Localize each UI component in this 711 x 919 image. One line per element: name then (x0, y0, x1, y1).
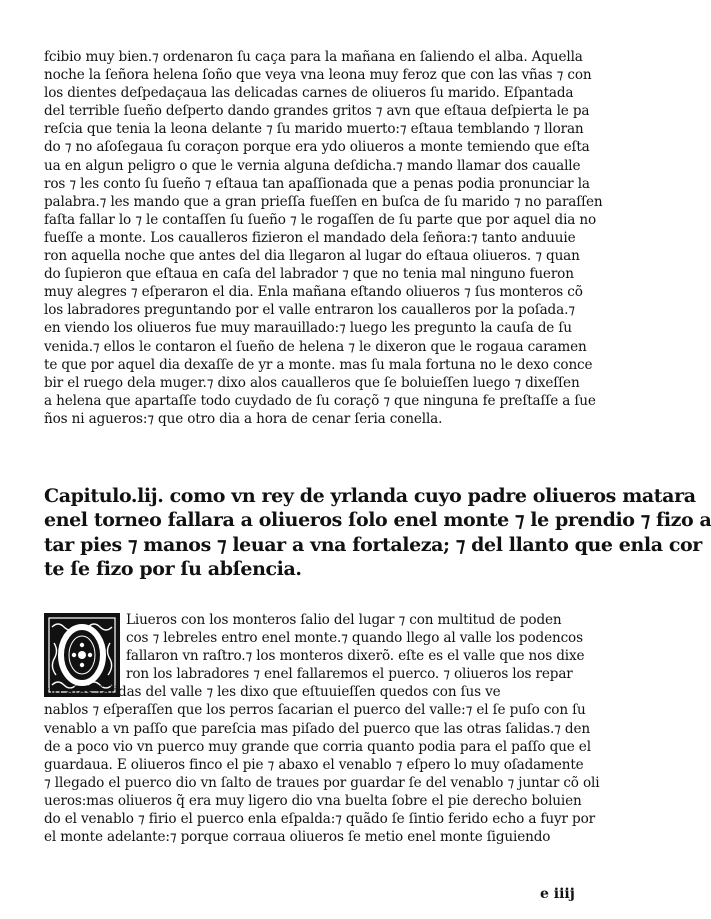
signature-mark: e iiij (540, 886, 575, 902)
text-line: reſcia que tenia la leona delante ⁊ ſu marido muerto:⁊ eſtaua temblando ⁊ lloran (44, 121, 584, 138)
text-line: faſta fallar lo ⁊ le contaſſen ſu ſueño ⁊ le rogaſſen de ſu parte que por aquel dia no (44, 211, 597, 228)
text-line: venablo a vn paſſo que pareſcia mas piſado del puerco que las otras ſalidas.⁊ den (44, 720, 590, 737)
text-line: tio alas ſalidas del valle ⁊ les dixo que eſtuuieſſen quedos con ſus ve (44, 684, 501, 701)
text-line: fcibio muy bien.⁊ ordenaron ſu caça para la mañana en ſaliendo el alba. Aquella (44, 49, 583, 65)
text-line: venida.⁊ ellos le contaron el ſueño de helena ⁊ le dixeron que le rogaua caramen (44, 338, 587, 355)
text-line: nablos ⁊ eſperaſſen que los perros ſacarian el puerco del valle:⁊ el ſe puſo con ſu (44, 702, 586, 719)
text-line: en viendo los oliueros fue muy marauillado:⁊ luego les pregunto la cauſa de ſu (44, 320, 572, 337)
text-line: a helena que apartaſſe todo cuydado de ſu coraçõ ⁊ que ninguna fe preſtaſſe a ſue (44, 392, 596, 409)
text-line: ⁊ llegado el puerco dio vn ſalto de traues por guardar ſe del venablo ⁊ juntar cõ oli (44, 774, 600, 791)
text-line: los labradores preguntando por el valle entraron los caualleros por la poſada.⁊ (44, 302, 575, 319)
text-line: del terrible ſueño deſperto dando grandes gritos ⁊ avn que eſtaua deſpierta le pa (44, 103, 590, 120)
text-line: fallaron vn raſtro.⁊ los monteros dixerõ. eſte es el valle que nos dixe (126, 648, 585, 665)
text-line: palabra.⁊ les mando que a gran prieſſa fueſſen en buſca de ſu marido ⁊ no paraſſen (44, 193, 603, 210)
paragraph-2 (44, 611, 634, 846)
text-line: de a poco vio vn puerco muy grande que corria quanto podia para el paſſo que el (44, 738, 591, 755)
text-line: muy alegres ⁊ eſperaron el dia. Enla mañana eſtando oliueros ⁊ ſus monteros cõ (44, 284, 583, 301)
text-line: el monte adelante:⁊ porque corraua oliueros ſe metio enel monte ſiguiendo (44, 829, 551, 846)
text-line: noche la ſeñora helena ſoño que veya vna leona muy feroz que con las vñas ⁊ con (44, 67, 592, 84)
text-line: ron aquella noche que antes del dia llegaron al lugar do eſtaua oliueros. ⁊ quan (44, 248, 580, 265)
text-line: ños ni agueros:⁊ que otro dia a hora de cenar ſeria conella. (44, 410, 443, 427)
heading-line: Capitulo.lij. como vn rey de yrlanda cuyo padre oliueros matara (44, 485, 696, 507)
text-line: ueros:mas oliueros q̃ era muy ligero dio vna buelta ſobre el pie derecho boluien (44, 792, 582, 809)
text-line: do el venablo ⁊ firio el puerco enla eſpalda:⁊ quãdo ſe ſintio ferido echo a fuyr por (44, 811, 595, 828)
text-line: te que por aquel dia dexaſſe de yr a monte. mas ſu mala fortuna no le dexo conce (44, 356, 593, 373)
text-line: Liueros con los monteros ſalio del lugar ⁊ con multitud de poden (126, 612, 562, 628)
paragraph-1 (44, 48, 634, 428)
text-line: ron los labradores ⁊ enel fallaremos el puerco. ⁊ oliueros los repar (126, 666, 573, 683)
text-line: ros ⁊ les conto ſu ſueño ⁊ eſtaua tan apaſſionada que a penas podia pronunciar la (44, 175, 590, 192)
text-line: ua en algun peligro o que le vernia alguna deſdicha.⁊ mando llamar dos caualle (44, 157, 581, 174)
text-line: cos ⁊ lebreles entro enel monte.⁊ quando llego al valle los podencos (126, 630, 583, 647)
heading-line: tar pies ⁊ manos ⁊ leuar a vna fortaleza; ⁊ del llanto que enla cor (44, 533, 702, 556)
text-line: guardaua. E oliueros finco el pie ⁊ abaxo el venablo ⁊ eſpero lo muy oſadamente (44, 756, 584, 773)
chapter-heading (44, 484, 711, 581)
heading-line: te ſe fizo por ſu abſencia. (44, 557, 302, 580)
text-line: los dientes deſpedaçaua las delicadas carnes de oliueros ſu marido. Eſpantada (44, 85, 574, 102)
text-line: do ⁊ no aſoſegaua ſu coraçon porque era ydo oliueros a monte temiendo que eſta (44, 139, 590, 156)
text-line: fueſſe a monte. Los caualleros fizieron el mandado dela ſeñora:⁊ tanto anduuie (44, 229, 576, 246)
text-line: do ſupieron que eſtaua en caſa del labrador ⁊ que no tenia mal ninguno fueron (44, 266, 574, 283)
heading-line: enel torneo fallara a oliueros ſolo enel monte ⁊ le prendio ⁊ fizo a (44, 509, 711, 532)
text-line: bir el ruego dela muger.⁊ dixo alos caualleros que ſe boluieſſen luego ⁊ dixeſſen (44, 374, 580, 391)
